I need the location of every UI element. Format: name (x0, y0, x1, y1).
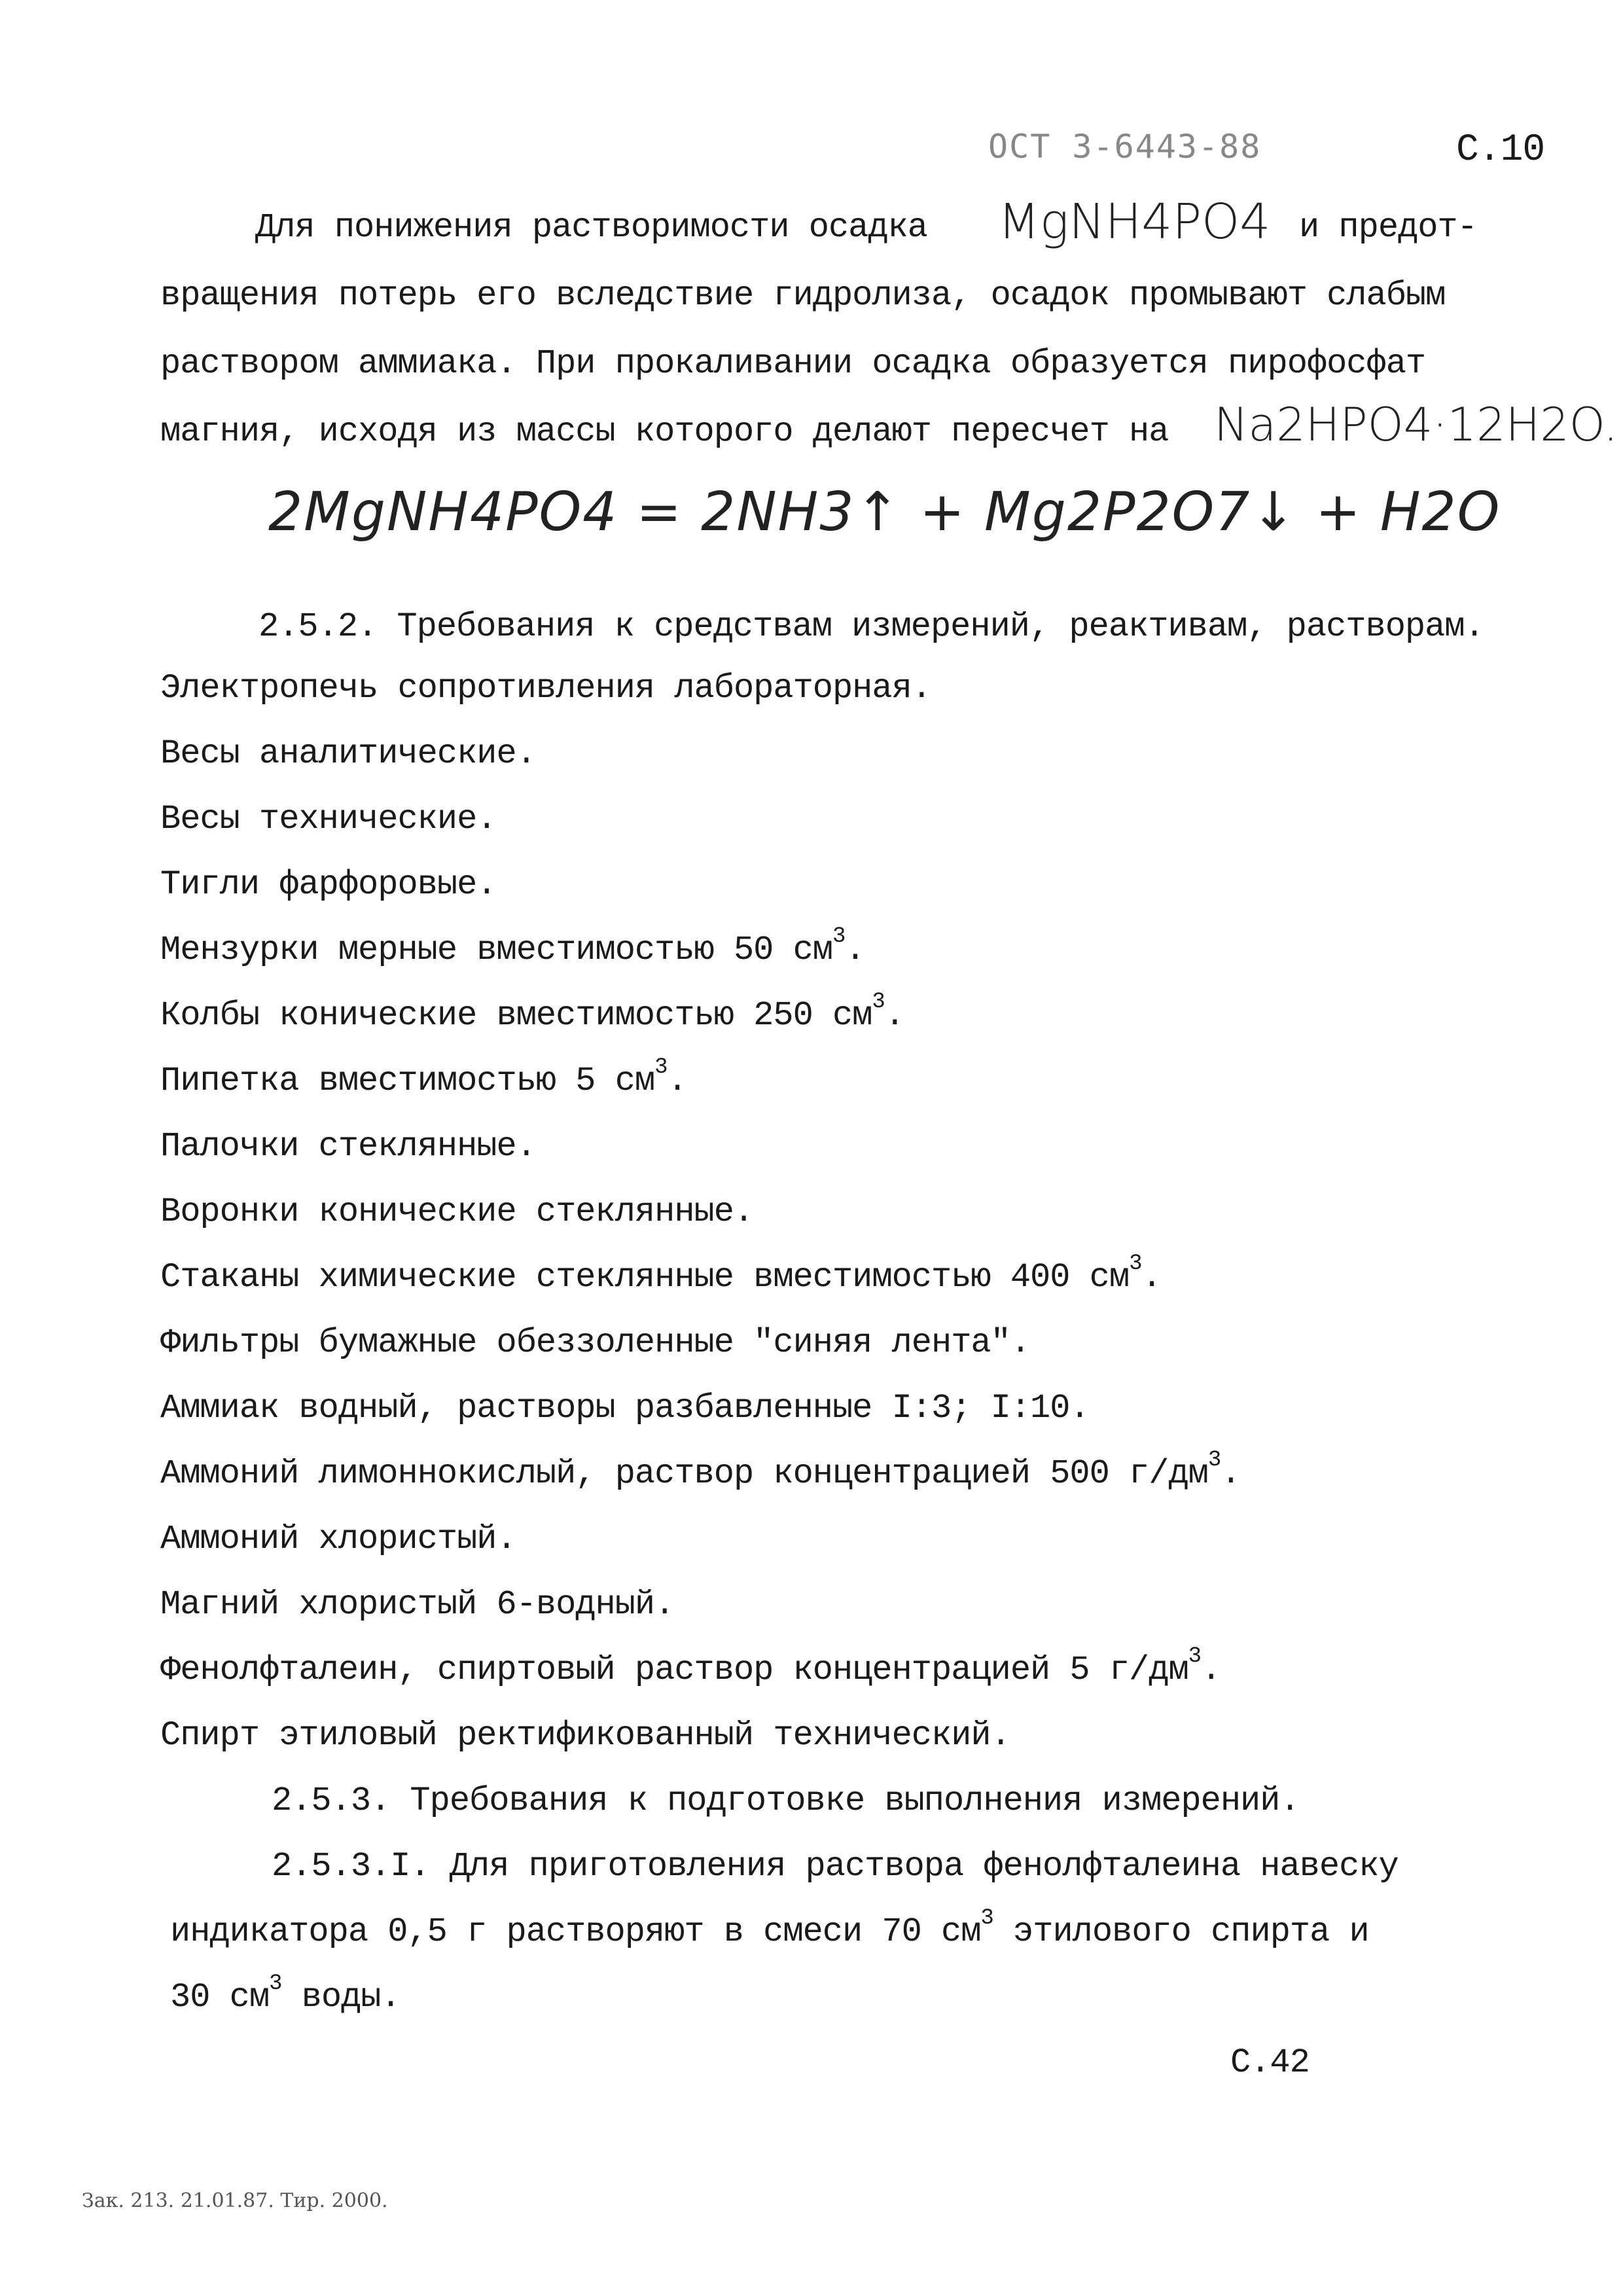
page-number: С.10 (1456, 129, 1545, 171)
bottom-page-number: С.42 (1230, 2043, 1310, 2082)
list-item (160, 1389, 1090, 1428)
paragraph-text: индикатора 0,5 г растворяют в смеси 70 см (170, 1912, 981, 1951)
superscript: 3 (654, 1055, 668, 1080)
list-item (160, 1193, 753, 1232)
list-item-tail: . (845, 931, 865, 969)
section-253-heading: 2.5.3. Требования к подготовке выполнения измерений. (272, 1782, 1300, 1820)
section-252-heading: 2.5.2. Требования к средствам измерений, реактивам, растворам. (259, 607, 1484, 646)
print-footer-note: Зак. 213. 21.01.87. Тир. 2000. (82, 2189, 388, 2212)
list-item-tail: . (667, 1062, 687, 1100)
superscript: 3 (832, 924, 846, 949)
superscript: 3 (1188, 1644, 1202, 1669)
intro-line-3: раствором аммиака. При прокаливании осадка образуется пирофосфат (160, 344, 1426, 383)
list-item (160, 924, 865, 970)
list-item-text: Тигли фарфоровые. (160, 865, 497, 904)
reaction-equation: 2MgNH4PO4 = 2NH3↑ + Mg2P2O7↓ + H2O (268, 481, 1501, 543)
list-item-tail: . (1141, 1258, 1162, 1297)
superscript: 3 (872, 990, 885, 1014)
section-2531-line-1: 2.5.3.I. Для приготовления раствора фенолфталеина навеску (272, 1847, 1399, 1886)
section-2531-line-3 (170, 1971, 401, 2017)
list-item (160, 1055, 687, 1101)
list-item-text: Спирт этиловый ректификованный технический. (160, 1716, 1010, 1755)
list-item (160, 1716, 1010, 1755)
list-item-text: Аммоний хлористый. (160, 1520, 516, 1558)
list-item-tail: . (1201, 1651, 1221, 1689)
list-item (160, 1585, 674, 1624)
list-item-text: Магний хлористый 6-водный. (160, 1585, 675, 1624)
intro-line-2: вращения потерь его вследствие гидролиза, осадок промывают слабым (160, 276, 1446, 315)
list-item (160, 1251, 1162, 1297)
formula-mgnh4po4-text: MgNH4PO4 (998, 194, 1271, 250)
intro-line-1 (255, 208, 927, 247)
list-item-text: Фильтры бумажные обеззоленные "синяя лента". (160, 1323, 1031, 1362)
list-item-text: Весы технические. (160, 800, 497, 838)
paragraph-text: этилового спирта и (993, 1912, 1369, 1951)
list-item (160, 669, 931, 708)
list-item (160, 1323, 1030, 1363)
list-item-text: Фенолфталеин, спиртовый раствор концентрацией 5 г/дм (160, 1651, 1188, 1689)
superscript: 3 (980, 1906, 993, 1931)
list-item-text: Мензурки мерные вместимостью 50 см (160, 931, 832, 969)
list-item-text: Колбы конические вместимостью 250 см (160, 996, 872, 1035)
list-item (160, 1644, 1221, 1690)
list-item-text: Аммоний лимоннокислый, раствор концентрацией 500 г/дм (160, 1454, 1208, 1493)
list-item (160, 1520, 516, 1559)
paragraph-text: воды. (281, 1978, 401, 2017)
list-item (160, 990, 905, 1035)
intro-line-1-start: Для понижения растворимости осадка (255, 208, 927, 247)
section-2531-line-2 (170, 1906, 1369, 1952)
list-item-tail: . (884, 996, 905, 1035)
list-item-text: Весы аналитические. (160, 734, 536, 773)
list-item (160, 800, 497, 839)
intro-line-1-end: и предот- (1299, 208, 1477, 247)
formula-na2hpo4: Na2HPO4·12H2O. (1214, 398, 1618, 452)
list-item (160, 1448, 1241, 1494)
superscript: 3 (269, 1971, 282, 1996)
list-item (160, 734, 536, 774)
list-item (160, 1127, 536, 1166)
list-item (160, 865, 497, 905)
list-item-text: Палочки стеклянные. (160, 1127, 536, 1166)
intro-line-4: магния, исходя из массы которого делают пересчет на (160, 412, 1169, 451)
list-item-text: Электропечь сопротивления лабораторная. (160, 669, 931, 708)
superscript: 3 (1129, 1251, 1142, 1276)
list-item-text: Воронки конические стеклянные. (160, 1193, 754, 1231)
list-item-tail: . (1221, 1454, 1241, 1493)
list-item-text: Стаканы химические стеклянные вместимостью 400 см (160, 1258, 1130, 1297)
formula-mgnh4po4 (998, 194, 1270, 250)
list-item-text: Аммиак водный, растворы разбавленные I:3; I:10. (160, 1389, 1090, 1427)
superscript: 3 (1207, 1448, 1221, 1473)
list-item-text: Пипетка вместимостью 5 см (160, 1062, 655, 1100)
standard-code-stamp: ОСТ 3-6443-88 (988, 128, 1262, 166)
paragraph-text: 30 см (170, 1978, 270, 2017)
